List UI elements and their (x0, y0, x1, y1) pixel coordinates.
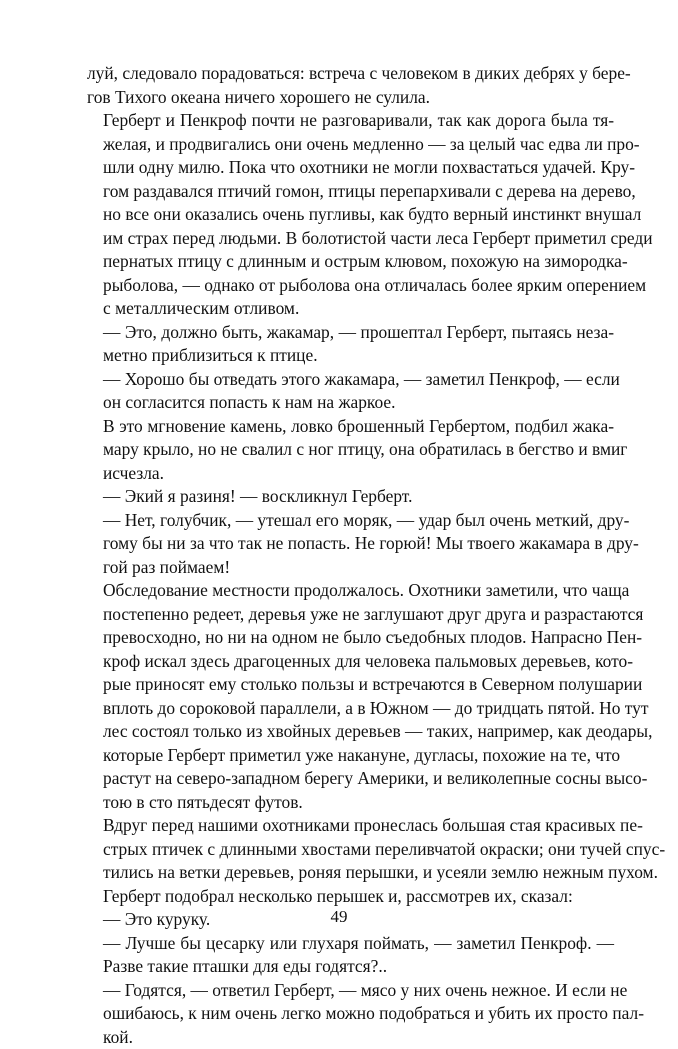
text-line: исчезла. (87, 462, 614, 486)
text-line: Разве такие пташки для еды годятся?.. (87, 955, 614, 979)
paragraph (87, 579, 614, 814)
page-body-text (87, 62, 614, 1049)
text-line: желая, и продвигались они очень медленно — за целый час едва ли про- (87, 133, 614, 157)
text-line: — Это, должно быть, жакамар, — прошептал Герберт, пытаясь неза- (87, 321, 614, 345)
text-line: растут на северо-западном берегу Америки, и великолепные сосны высо- (87, 767, 614, 791)
text-line: — Хорошо бы отведать этого жакамара, — заметил Пенкроф, — если (87, 368, 614, 392)
text-line: метно приблизиться к птице. (87, 344, 614, 368)
text-line: мару крыло, но не свалил с ног птицу, она обратилась в бегство и вмиг (87, 438, 614, 462)
text-line: Герберт подобрал несколько перышек и, рассмотрев их, сказал: (87, 885, 614, 909)
text-line: кой. (87, 1026, 614, 1049)
text-line: стрых птичек с длинными хвостами переливчатой окраски; они тучей спус- (87, 838, 614, 862)
text-line: превосходно, но ни на одном не было съедобных плодов. Напрасно Пен- (87, 626, 614, 650)
paragraph (87, 368, 614, 415)
text-line: рыболова, — однако от рыболова она отличалась более ярким оперением (87, 274, 614, 298)
paragraph (87, 485, 614, 509)
text-line: с металлическим отливом. (87, 297, 614, 321)
text-line: тились на ветки деревьев, роняя перышки, и усеяли землю нежным пухом. (87, 861, 614, 885)
text-line: гов Тихого океана ничего хорошего не сулила. (87, 86, 614, 110)
text-line: вплоть до сороковой параллели, а в Южном — до тридцать пятой. Но тут (87, 697, 614, 721)
text-line: но все они оказались очень пугливы, как будто верный инстинкт внушал (87, 203, 614, 227)
text-line: рые приносят ему столько пользы и встречаются в Северном полушарии (87, 673, 614, 697)
text-line: он согласится попасть к нам на жаркое. (87, 391, 614, 415)
text-line: гому бы ни за что так не попасть. Не горюй! Мы твоего жакамара в дру- (87, 532, 614, 556)
text-line: ошибаюсь, к ним очень легко можно подобраться и убить их просто пал- (87, 1002, 614, 1026)
text-line: — Лучше бы цесарку или глухаря поймать, — заметил Пенкроф. — (87, 932, 614, 956)
text-line: шли одну милю. Пока что охотники не могли похвастаться удачей. Кру- (87, 156, 614, 180)
paragraph (87, 415, 614, 486)
paragraph (87, 62, 614, 109)
text-line: — Экий я разиня! — воскликнул Герберт. (87, 485, 614, 509)
text-line: В это мгновение камень, ловко брошенный Гербертом, подбил жака- (87, 415, 614, 439)
text-line: лес состоял только из хвойных деревьев — таких, например, как деодары, (87, 720, 614, 744)
text-line: кроф искал здесь драгоценных для человека пальмовых деревьев, кото- (87, 650, 614, 674)
text-line: которые Герберт приметил уже накануне, дугласы, похожие на те, что (87, 744, 614, 768)
text-line: — Это куруку. (87, 908, 614, 932)
text-line: Герберт и Пенкроф почти не разговаривали, так как дорога была тя- (87, 109, 614, 133)
paragraph (87, 979, 614, 1049)
text-line: — Годятся, — ответил Герберт, — мясо у них очень нежное. И если не (87, 979, 614, 1003)
text-line: луй, следовало порадоваться: встреча с человеком в диких дебрях у бере- (87, 62, 614, 86)
text-line: постепенно редеет, деревья уже не заглушают друг друга и разрастаются (87, 603, 614, 627)
paragraph (87, 509, 614, 580)
paragraph (87, 814, 614, 908)
text-line: тою в сто пятьдесят футов. (87, 791, 614, 815)
text-line: гом раздавался птичий гомон, птицы перепархивали с дерева на дерево, (87, 180, 614, 204)
paragraph (87, 321, 614, 368)
text-line: им страх перед людьми. В болотистой части леса Герберт приметил среди (87, 227, 614, 251)
paragraph (87, 109, 614, 321)
text-line: Вдруг перед нашими охотниками пронеслась большая стая красивых пе- (87, 814, 614, 838)
text-line: гой раз поймаем! (87, 556, 614, 580)
page-number: 49 (0, 907, 678, 927)
text-line: — Нет, голубчик, — утешал его моряк, — удар был очень меткий, дру- (87, 509, 614, 533)
text-line: Обследование местности продолжалось. Охотники заметили, что чаща (87, 579, 614, 603)
text-line: пернатых птицу с длинным и острым клювом, похожую на зимородка- (87, 250, 614, 274)
paragraph (87, 932, 614, 979)
